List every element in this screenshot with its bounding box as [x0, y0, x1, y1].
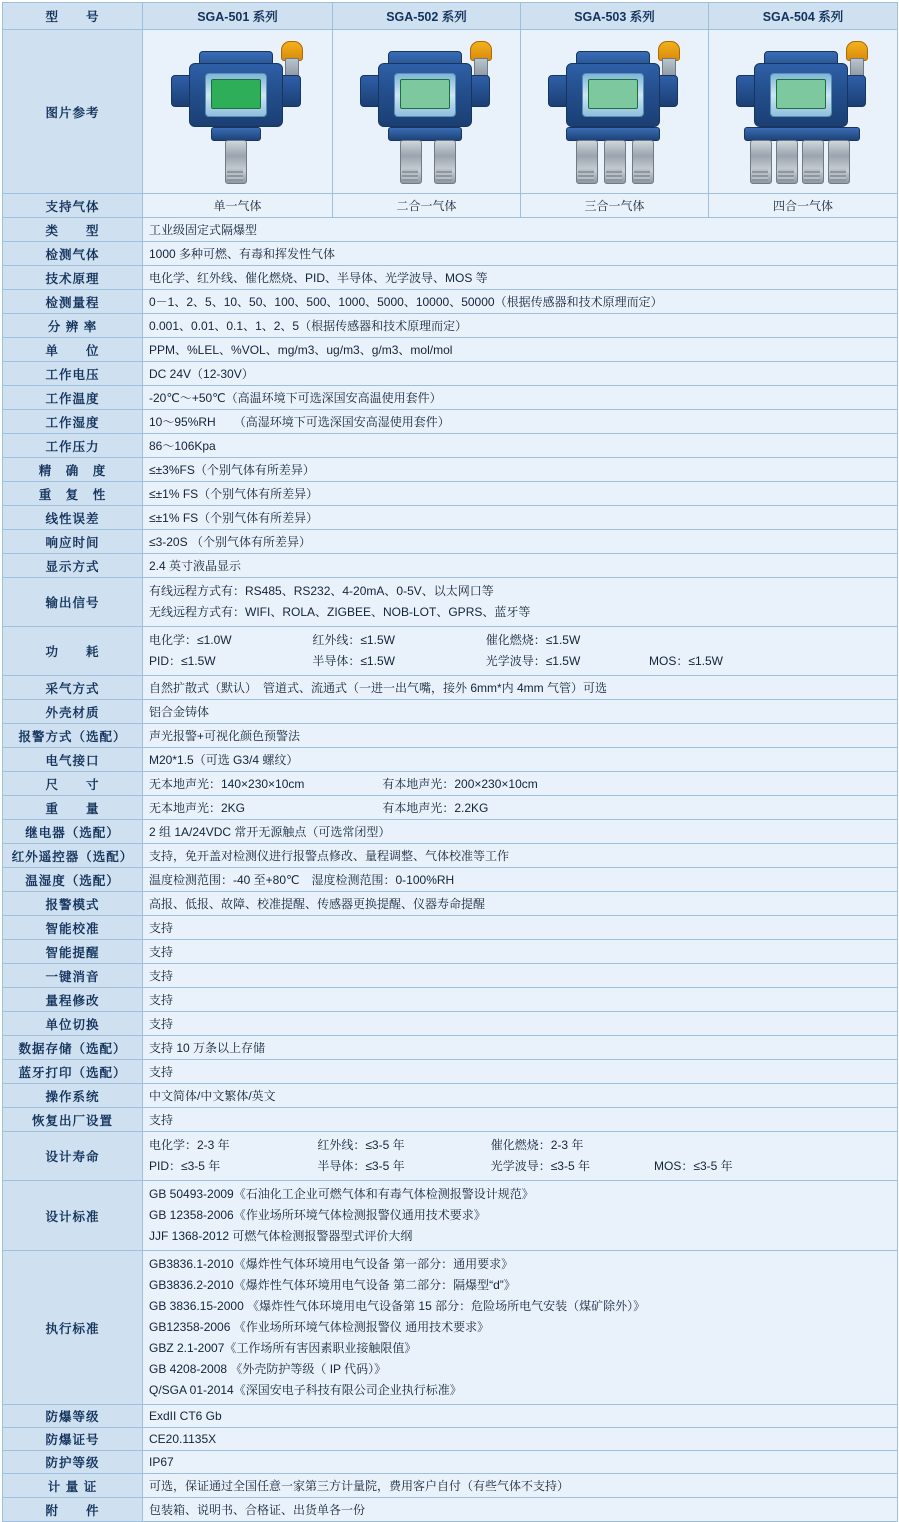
table-header-row [3, 3, 898, 30]
row-value: 声光报警+可视化颜色预警法 [143, 724, 898, 748]
row-sampling [3, 676, 898, 700]
row-label: 精 确 度 [3, 458, 143, 482]
header-model-504: SGA-504 系列 [709, 3, 898, 30]
row-value: IP67 [143, 1451, 898, 1474]
row-value: 包装箱、说明书、合格证、出货单各一份 [143, 1498, 898, 1522]
row-relay [3, 820, 898, 844]
gas-support-502: 二合一气体 [333, 194, 521, 218]
row-label: 工作压力 [3, 434, 143, 458]
spec-sheet [0, 2, 899, 1518]
row-value: 电化学、红外线、催化燃烧、PID、半导体、光学波导、MOS 等 [143, 266, 898, 290]
row-temperature [3, 386, 898, 410]
gas-support-row [3, 194, 898, 218]
product-image-502 [333, 30, 521, 194]
design-standard-line: JJF 1368-2012 可燃气体检测报警器型式评价大纲 [149, 1229, 413, 1243]
row-smart-reminder [3, 940, 898, 964]
row-label: 恢复出厂设置 [3, 1108, 143, 1132]
row-detect-gas [3, 242, 898, 266]
life-mos: MOS：≤3-5 年 [654, 1159, 733, 1173]
row-label: 继电器（选配） [3, 820, 143, 844]
weight-value [143, 796, 898, 820]
header-model-501: SGA-501 系列 [143, 3, 333, 30]
row-electrical-interface [3, 748, 898, 772]
row-alarm-type [3, 724, 898, 748]
image-row-label: 图片参考 [3, 30, 143, 194]
output-signal-label: 输出信号 [3, 578, 143, 627]
row-value: 支持，免开盖对检测仪进行报警点修改、量程调整、气体校准等工作 [143, 844, 898, 868]
row-label: 计 量 证 [3, 1474, 143, 1498]
weight-label: 重 量 [3, 796, 143, 820]
row-label: 附 件 [3, 1498, 143, 1522]
row-label: 防护等级 [3, 1451, 143, 1474]
exec-standard-line: GB 4208-2008 《外壳防护等级（ IP 代码）》 [149, 1362, 387, 1376]
image-row [3, 30, 898, 194]
row-value: 0.001、0.01、0.1、1、2、5（根据传感器和技术原理而定） [143, 314, 898, 338]
power-owg: 光学波导：≤1.5W [485, 654, 581, 668]
power-ir: 红外线：≤1.5W [312, 633, 395, 647]
exec-standard-value [143, 1251, 898, 1405]
design-life-label: 设计寿命 [3, 1132, 143, 1181]
power-pid: PID：≤1.5W [149, 654, 216, 668]
row-accuracy [3, 458, 898, 482]
gas-support-503: 三合一气体 [521, 194, 709, 218]
row-exec-standard [3, 1251, 898, 1405]
row-value: ≤3-20S （个别气体有所差异） [143, 530, 898, 554]
power-semi: 半导体：≤1.5W [312, 654, 395, 668]
row-label: 响应时间 [3, 530, 143, 554]
row-range-modify [3, 988, 898, 1012]
row-value: 工业级固定式隔爆型 [143, 218, 898, 242]
row-repeatability [3, 482, 898, 506]
row-value: 支持 [143, 1060, 898, 1084]
row-value: 可选，保证通过全国任意一家第三方计量院，费用客户自付（有些气体不支持） [143, 1474, 898, 1498]
row-value: 高报、低报、故障、校准提醒、传感器更换提醒、仪器寿命提醒 [143, 892, 898, 916]
dimension-value [143, 772, 898, 796]
row-value: ≤±3%FS（个别气体有所差异） [143, 458, 898, 482]
row-type [3, 218, 898, 242]
dimension-with-alarm: 有本地声光：200×230×10cm [382, 777, 538, 791]
row-value: M20*1.5（可选 G3/4 螺纹） [143, 748, 898, 772]
row-dimension [3, 772, 898, 796]
row-label: 工作电压 [3, 362, 143, 386]
row-value: 支持 10 万条以上存储 [143, 1036, 898, 1060]
life-ec: 电化学：2-3 年 [149, 1138, 230, 1152]
row-label: 红外遥控器（选配） [3, 844, 143, 868]
row-value: ExdII CT6 Gb [143, 1405, 898, 1428]
row-linearity [3, 506, 898, 530]
row-ex-cert [3, 1428, 898, 1451]
row-label: 防爆等级 [3, 1405, 143, 1428]
row-label: 单 位 [3, 338, 143, 362]
row-housing [3, 700, 898, 724]
row-value: ≤±1% FS（个别气体有所差异） [143, 506, 898, 530]
row-metrology-cert [3, 1474, 898, 1498]
row-resolution [3, 314, 898, 338]
design-standard-label: 设计标准 [3, 1181, 143, 1251]
row-value: -20℃～+50℃（高温环境下可选深国安高温使用套件） [143, 386, 898, 410]
row-pressure [3, 434, 898, 458]
row-value: 86～106Kpa [143, 434, 898, 458]
output-signal-value [143, 578, 898, 627]
row-unit [3, 338, 898, 362]
row-label: 温湿度（选配） [3, 868, 143, 892]
life-pid: PID：≤3-5 年 [149, 1159, 221, 1173]
row-data-storage [3, 1036, 898, 1060]
specification-table [2, 2, 898, 1522]
power-mos: MOS：≤1.5W [649, 654, 723, 668]
row-design-standard [3, 1181, 898, 1251]
gas-support-504: 四合一气体 [709, 194, 898, 218]
row-value: 2.4 英寸液晶显示 [143, 554, 898, 578]
row-os [3, 1084, 898, 1108]
row-label: 线性误差 [3, 506, 143, 530]
row-value: 支持 [143, 964, 898, 988]
row-label: 智能校准 [3, 916, 143, 940]
row-range [3, 290, 898, 314]
row-label: 量程修改 [3, 988, 143, 1012]
product-image-501 [143, 30, 333, 194]
dimension-label: 尺 寸 [3, 772, 143, 796]
row-response-time [3, 530, 898, 554]
row-value: 自然扩散式（默认） 管道式、流通式（一进一出气嘴，接外 6mm*内 4mm 气管）可选 [143, 676, 898, 700]
design-standard-value [143, 1181, 898, 1251]
row-value: 支持 [143, 988, 898, 1012]
exec-standard-line: GBZ 2.1-2007《工作场所有害因素职业接触限值》 [149, 1341, 417, 1355]
row-label: 防爆证号 [3, 1428, 143, 1451]
row-label: 分 辨 率 [3, 314, 143, 338]
exec-standard-line: Q/SGA 01-2014《深国安电子科技有限公司企业执行标准》 [149, 1383, 462, 1397]
row-label: 电气接口 [3, 748, 143, 772]
exec-standard-line: GB3836.2-2010《爆炸性气体环境用电气设备 第二部分：隔爆型“d”》 [149, 1278, 516, 1292]
row-weight [3, 796, 898, 820]
row-value: 支持 [143, 940, 898, 964]
row-temp-humidity-option [3, 868, 898, 892]
row-value: ≤±1% FS（个别气体有所差异） [143, 482, 898, 506]
row-label: 重 复 性 [3, 482, 143, 506]
row-power [3, 627, 898, 676]
row-output-signal [3, 578, 898, 627]
row-value: CE20.1135X [143, 1428, 898, 1451]
row-label: 显示方式 [3, 554, 143, 578]
header-model-503: SGA-503 系列 [521, 3, 709, 30]
gas-support-501: 单一气体 [143, 194, 333, 218]
row-label: 外壳材质 [3, 700, 143, 724]
row-label: 检测量程 [3, 290, 143, 314]
product-image-504 [709, 30, 898, 194]
row-label: 蓝牙打印（选配） [3, 1060, 143, 1084]
power-label: 功 耗 [3, 627, 143, 676]
row-value: 中文简体/中文繁体/英文 [143, 1084, 898, 1108]
row-unit-switch [3, 1012, 898, 1036]
exec-standard-line: GB3836.1-2010《爆炸性气体环境用电气设备 第一部分：通用要求》 [149, 1257, 514, 1271]
row-value: 1000 多种可燃、有毒和挥发性气体 [143, 242, 898, 266]
power-ec: 电化学：≤1.0W [149, 633, 232, 647]
row-value: PPM、%LEL、%VOL、mg/m3、ug/m3、g/m3、mol/mol [143, 338, 898, 362]
row-ir-remote [3, 844, 898, 868]
weight-with-alarm: 有本地声光：2.2KG [382, 801, 489, 815]
row-design-life [3, 1132, 898, 1181]
row-value: 铝合金铸体 [143, 700, 898, 724]
design-standard-line: GB 50493-2009《石油化工企业可燃气体和有毒气体检测报警设计规范》 [149, 1187, 534, 1201]
header-model-label: 型 号 [3, 3, 143, 30]
row-value: 0－1、2、5、10、50、100、500、1000、5000、10000、50000（根据传感器和技术原理而定） [143, 290, 898, 314]
row-label: 报警模式 [3, 892, 143, 916]
row-label: 技术原理 [3, 266, 143, 290]
dimension-no-alarm: 无本地声光：140×230×10cm [149, 777, 305, 791]
life-ir: 红外线：≤3-5 年 [317, 1138, 405, 1152]
row-ex-grade [3, 1405, 898, 1428]
row-label: 工作湿度 [3, 410, 143, 434]
output-signal-wireless: 无线远程方式有：WIFI、ROLA、ZIGBEE、NOB-LOT、GPRS、蓝牙等 [149, 605, 531, 619]
row-factory-reset [3, 1108, 898, 1132]
row-voltage [3, 362, 898, 386]
row-accessories [3, 1498, 898, 1522]
row-label: 单位切换 [3, 1012, 143, 1036]
exec-standard-line: GB12358-2006 《作业场所环境气体检测报警仪 通用技术要求》 [149, 1320, 490, 1334]
row-bluetooth-print [3, 1060, 898, 1084]
row-value: 2 组 1A/24VDC 常开无源触点（可选常闭型） [143, 820, 898, 844]
row-label: 数据存储（选配） [3, 1036, 143, 1060]
life-cat: 催化燃烧：2-3 年 [490, 1138, 584, 1152]
gas-support-label: 支持气体 [3, 194, 143, 218]
row-alarm-mode [3, 892, 898, 916]
row-value: 10～95%RH （高湿环境下可选深国安高湿使用套件） [143, 410, 898, 434]
life-semi: 半导体：≤3-5 年 [317, 1159, 405, 1173]
row-value: 温度检测范围：-40 至+80℃ 湿度检测范围：0-100%RH [143, 868, 898, 892]
row-label: 检测气体 [3, 242, 143, 266]
row-ip-grade [3, 1451, 898, 1474]
row-display [3, 554, 898, 578]
row-smart-calibration [3, 916, 898, 940]
weight-no-alarm: 无本地声光：2KG [149, 801, 246, 815]
row-value: 支持 [143, 1012, 898, 1036]
row-label: 操作系统 [3, 1084, 143, 1108]
row-humidity [3, 410, 898, 434]
row-label: 一键消音 [3, 964, 143, 988]
row-principle [3, 266, 898, 290]
design-standard-line: GB 12358-2006《作业场所环境气体检测报警仪通用技术要求》 [149, 1208, 486, 1222]
power-cat: 催化燃烧：≤1.5W [485, 633, 581, 647]
row-value: 支持 [143, 916, 898, 940]
row-label: 工作温度 [3, 386, 143, 410]
exec-standard-label: 执行标准 [3, 1251, 143, 1405]
row-label: 报警方式（选配） [3, 724, 143, 748]
output-signal-wired: 有线远程方式有：RS485、RS232、4-20mA、0-5V、以太网口等 [149, 584, 494, 598]
header-model-502: SGA-502 系列 [333, 3, 521, 30]
row-label: 智能提醒 [3, 940, 143, 964]
design-life-value [143, 1132, 898, 1181]
row-value: 支持 [143, 1108, 898, 1132]
row-label: 类 型 [3, 218, 143, 242]
row-one-key-mute [3, 964, 898, 988]
product-image-503 [521, 30, 709, 194]
power-value [143, 627, 898, 676]
life-owg: 光学波导：≤3-5 年 [490, 1159, 590, 1173]
exec-standard-line: GB 3836.15-2000 《爆炸性气体环境用电气设备第 15 部分：危险场所电气安装（煤矿除外）》 [149, 1299, 646, 1313]
row-label: 采气方式 [3, 676, 143, 700]
row-value: DC 24V（12-30V） [143, 362, 898, 386]
